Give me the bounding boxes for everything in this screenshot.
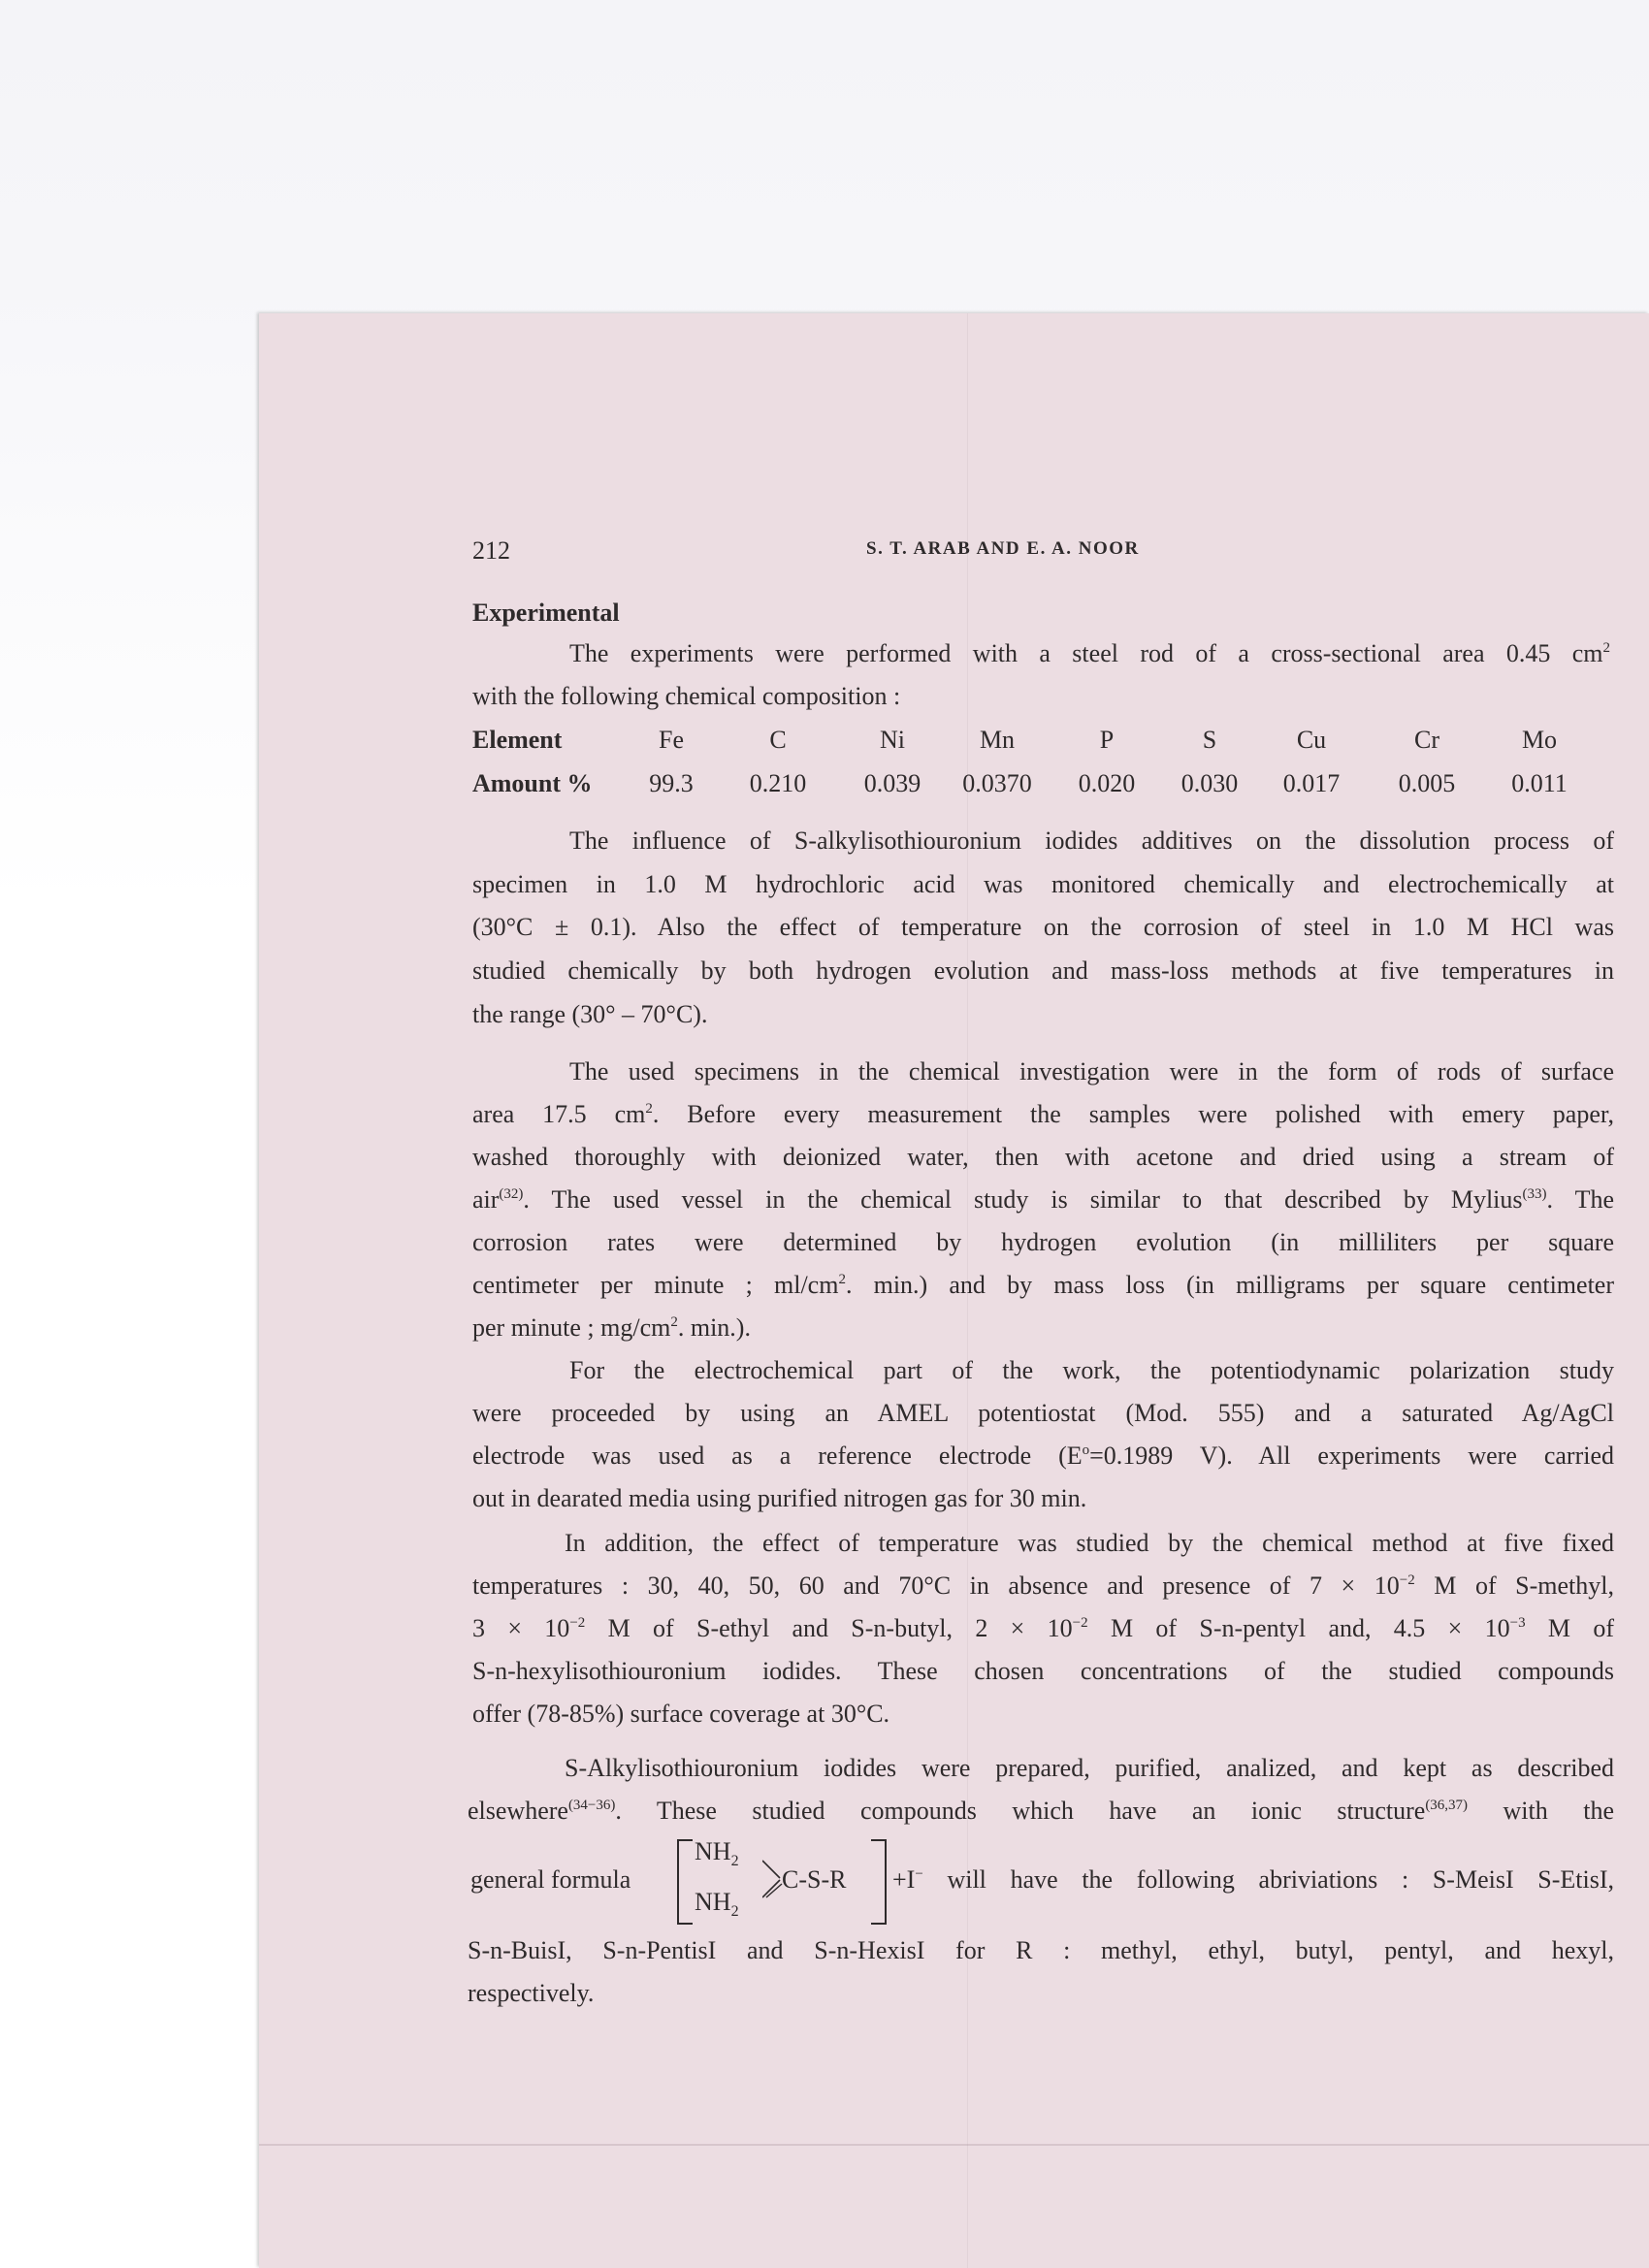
p3-text: =0.1989 V). All experiments were carried [1089, 1442, 1614, 1470]
p4-line [472, 1571, 1614, 1601]
p4-text: M of S-methyl, [1414, 1571, 1614, 1600]
general-formula [677, 1839, 900, 1923]
formula-lead-text: general formula [470, 1865, 631, 1894]
amount-cell: 0.210 [749, 769, 807, 797]
formula-bottom-text: NH [695, 1888, 731, 1916]
p2-text: . Before every measurement the samples were polished with emery paper, [652, 1100, 1614, 1128]
formula-charge-sup: − [915, 1866, 923, 1882]
amount-cell: 0.020 [1078, 769, 1136, 797]
composition-amount-label: Amount % [472, 769, 593, 797]
composition-header-label: Element [472, 726, 563, 754]
amount-cell: 0.005 [1398, 769, 1456, 797]
right-bracket [871, 1839, 887, 1925]
element-cell: Ni [880, 726, 905, 754]
p5-text: elsewhere [468, 1797, 568, 1825]
amount-cell: 0.039 [863, 769, 922, 797]
p4-sup: −2 [1072, 1615, 1088, 1631]
amount-cell: 99.3 [649, 769, 694, 797]
p4-text: 3 × 10 [472, 1614, 570, 1642]
citation-sup: (36,37) [1425, 1798, 1469, 1813]
p4-sup: −3 [1509, 1615, 1526, 1631]
formula-group: C-S-R [782, 1865, 847, 1894]
p2-sup: 2 [838, 1272, 846, 1287]
formula-top-sub: 2 [730, 1853, 739, 1869]
p4-line: S-n-hexylisothiouronium iodides. These chosen concentrations of the studied compounds [472, 1657, 1614, 1685]
p5-text: will have the following abriviations : S-MeisI S-EtisI, [922, 1865, 1614, 1894]
p3-line: were proceeded by using an AMEL potentiostat (Mod. 555) and a saturated Ag/AgCl [472, 1399, 1614, 1427]
intro-line-1 [569, 639, 1610, 668]
p4-text: M of S-n-pentyl and, 4.5 × 10 [1087, 1614, 1510, 1642]
p4-line: offer (78-85%) surface coverage at 30°C. [472, 1700, 890, 1728]
element-cell: C [769, 726, 787, 754]
intro-line-1-sup: 2 [1602, 640, 1610, 656]
formula-bottom-group [695, 1888, 739, 1921]
p2-line: corrosion rates were determined by hydrogen evolution (in milliliters per square [472, 1228, 1614, 1256]
p5-line: S-Alkylisothiouronium iodides were prepared, purified, analized, and kept as described [565, 1754, 1614, 1782]
p2-line [472, 1100, 1614, 1129]
formula-bottom-sub: 2 [730, 1903, 739, 1920]
section-heading: Experimental [472, 599, 620, 627]
citation-sup: (32) [499, 1186, 524, 1202]
p2-line: washed thoroughly with deionized water, then with acetone and dried using a stream of [472, 1143, 1614, 1171]
formula-charge: +I [892, 1865, 916, 1894]
p4-line [472, 1614, 1614, 1643]
element-cell: S [1202, 726, 1217, 754]
element-cell: Fe [659, 726, 684, 754]
p2-line [472, 1271, 1614, 1300]
element-cell: P [1099, 726, 1115, 754]
p3-text: electrode was used as a reference electrode (E [472, 1442, 1083, 1470]
p2-text: centimeter per minute ; ml/cm [472, 1271, 839, 1299]
p5-line: respectively. [468, 1979, 595, 2007]
p2-sup: 2 [670, 1314, 678, 1330]
element-cell: Cr [1414, 726, 1439, 754]
p4-line: In addition, the effect of temperature was studied by the chemical method at five fixed [565, 1529, 1614, 1557]
amount-cell: 0.030 [1180, 769, 1239, 797]
running-head: S. T. ARAB AND E. A. NOOR [866, 538, 1140, 559]
formula-trailing-text [892, 1865, 1614, 1895]
p1-line: (30°C ± 0.1). Also the effect of temperature on the corrosion of steel in 1.0 M HCl was [472, 913, 1614, 941]
p3-line [472, 1442, 1614, 1471]
p5-text: with the [1468, 1797, 1614, 1825]
p4-text: M of [1525, 1614, 1614, 1642]
p2-text: . min.). [677, 1313, 751, 1342]
p2-text: . The [1546, 1185, 1614, 1214]
p2-sup: 2 [645, 1101, 653, 1117]
p2-line: The used specimens in the chemical investigation were in the form of rods of surface [569, 1057, 1614, 1085]
citation-sup: (33) [1522, 1186, 1547, 1202]
p2-line [472, 1185, 1614, 1215]
element-cell: Cu [1296, 726, 1327, 754]
p3-sup: o [1082, 1442, 1090, 1458]
p1-line: The influence of S-alkylisothiouronium iodides additives on the dissolution process of [569, 826, 1614, 855]
intro-line-1-text: The experiments were performed with a steel rod of a cross-sectional area 0.45 cm [569, 639, 1603, 667]
page-number: 212 [472, 536, 510, 565]
amount-cell: 0.011 [1511, 769, 1568, 797]
element-cell: Mo [1521, 726, 1558, 754]
p4-text: M of S-ethyl and S-n-butyl, 2 × 10 [585, 1614, 1073, 1642]
p3-line: For the electrochemical part of the work, the potentiodynamic polarization study [569, 1356, 1614, 1384]
element-cell: Mn [979, 726, 1016, 754]
formula-bond-lines [762, 1857, 784, 1901]
p2-text: air [472, 1185, 500, 1214]
citation-sup: (34−36) [567, 1798, 616, 1813]
p4-sup: −2 [1399, 1572, 1415, 1588]
formula-top-group [695, 1837, 739, 1870]
formula-top-text: NH [695, 1837, 731, 1865]
p4-sup: −2 [569, 1615, 586, 1631]
amount-cell: 0.0370 [962, 769, 1032, 797]
intro-line-2: with the following chemical composition : [472, 682, 901, 710]
p5-line [468, 1797, 1614, 1826]
p1-line: the range (30° – 70°C). [472, 1000, 708, 1028]
p5-line: S-n-BuisI, S-n-PentisI and S-n-HexisI for R : methyl, ethyl, butyl, pentyl, and hexyl, [468, 1936, 1614, 1964]
p5-text: . These studied compounds which have an ionic structure [615, 1797, 1426, 1825]
p2-text: area 17.5 cm [472, 1100, 646, 1128]
p1-line: specimen in 1.0 M hydrochloric acid was monitored chemically and electrochemically at [472, 870, 1614, 898]
p2-text: . min.) and by mass loss (in milligrams per square centimeter [845, 1271, 1614, 1299]
p3-line: out in dearated media using purified nitrogen gas for 30 min. [472, 1484, 1087, 1512]
p2-line [472, 1313, 751, 1343]
p2-text: per minute ; mg/cm [472, 1313, 671, 1342]
p2-text: . The used vessel in the chemical study is similar to that described by Mylius [523, 1185, 1523, 1214]
p1-line: studied chemically by both hydrogen evolution and mass-loss methods at five temperatures in [472, 956, 1614, 985]
left-bracket [677, 1839, 693, 1925]
p4-text: temperatures : 30, 40, 50, 60 and 70°C in absence and presence of 7 × 10 [472, 1571, 1400, 1600]
amount-cell: 0.017 [1282, 769, 1341, 797]
